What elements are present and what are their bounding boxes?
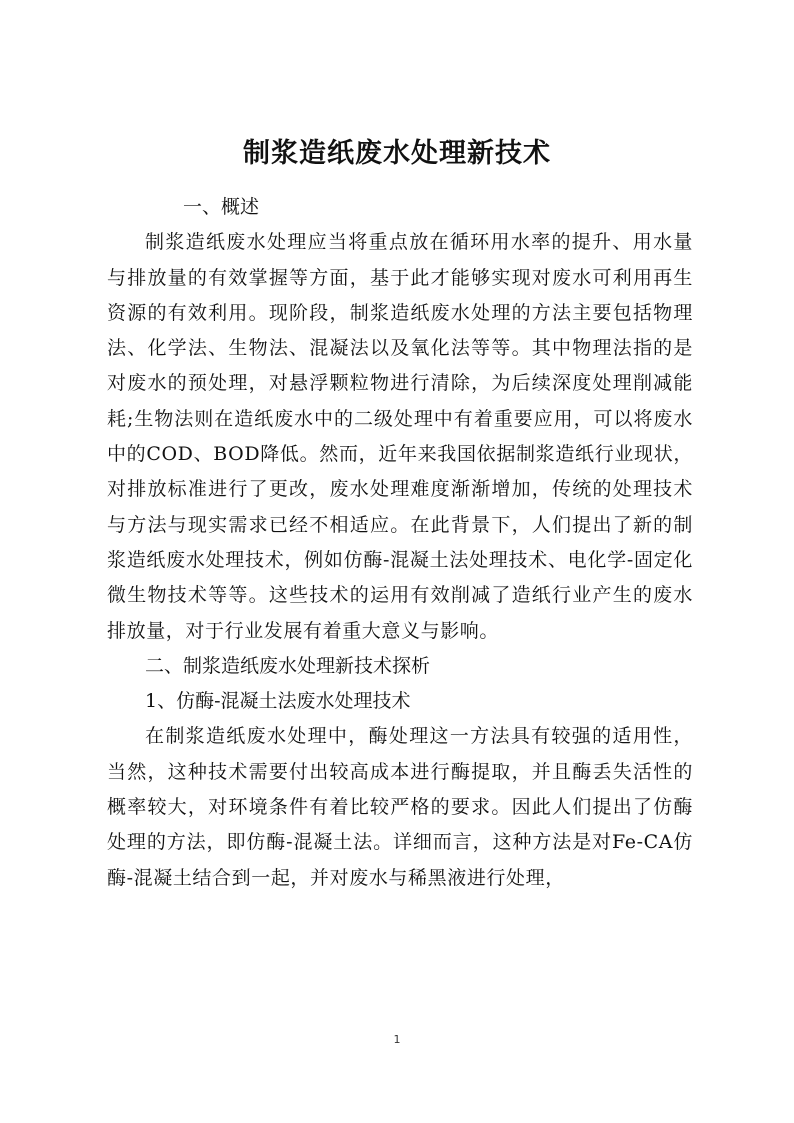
section-heading-new-tech: 二、制浆造纸废水处理新技术探析 — [145, 654, 431, 677]
section-heading-overview: 一、概述 — [183, 196, 260, 218]
paragraph-enzyme-coagulation: 在制浆造纸废水处理中，酶处理这一方法具有较强的适用性，当然，这种技术需要付出较高成本进行酶提取，并且酶丢失活性的概率较大，对环境条件有着比较严格的要求。因此人们提出了仿酶处理的方法，即仿酶-混凝土法。详细而言，这种方法是对Fe-CA仿酶-混凝土结合到一起，并对废水与稀黑液进行处理， — [107, 725, 693, 889]
paragraph-overview: 制浆造纸废水处理应当将重点放在循环用水率的提升、用水量与排放量的有效掌握等方面，基于此才能够实现对废水可利用再生资源的有效利用。现阶段，制浆造纸废水处理的方法主要包括物理法、化学法、生物法、混凝法以及氧化法等等。其中物理法指的是对废水的预处理，对悬浮颗粒物进行清除，为后续深度处理削减能耗;生物法则在造纸废水中的二级处理中有着重要应用，可以将废水中的COD、BOD降低。然而，近年来我国依据制浆造纸行业现状，对排放标准进行了更改，废水处理难度渐渐增加，传统的处理技术与方法与现实需求已经不相适应。在此背景下，人们提出了新的制浆造纸废水处理技术，例如仿酶-混凝土法处理技术、电化学-固定化微生物技术等等。这些技术的运用有效削减了造纸行业产生的废水排放量，对于行业发展有着重大意义与影响。 — [107, 231, 693, 642]
page-number: 1 — [393, 1033, 401, 1046]
subsection-heading-enzyme-coagulation: 1、仿酶-混凝土法废水处理技术 — [145, 690, 411, 713]
document-body — [107, 190, 693, 896]
document-title: 制浆造纸废水处理新技术 — [243, 138, 551, 169]
